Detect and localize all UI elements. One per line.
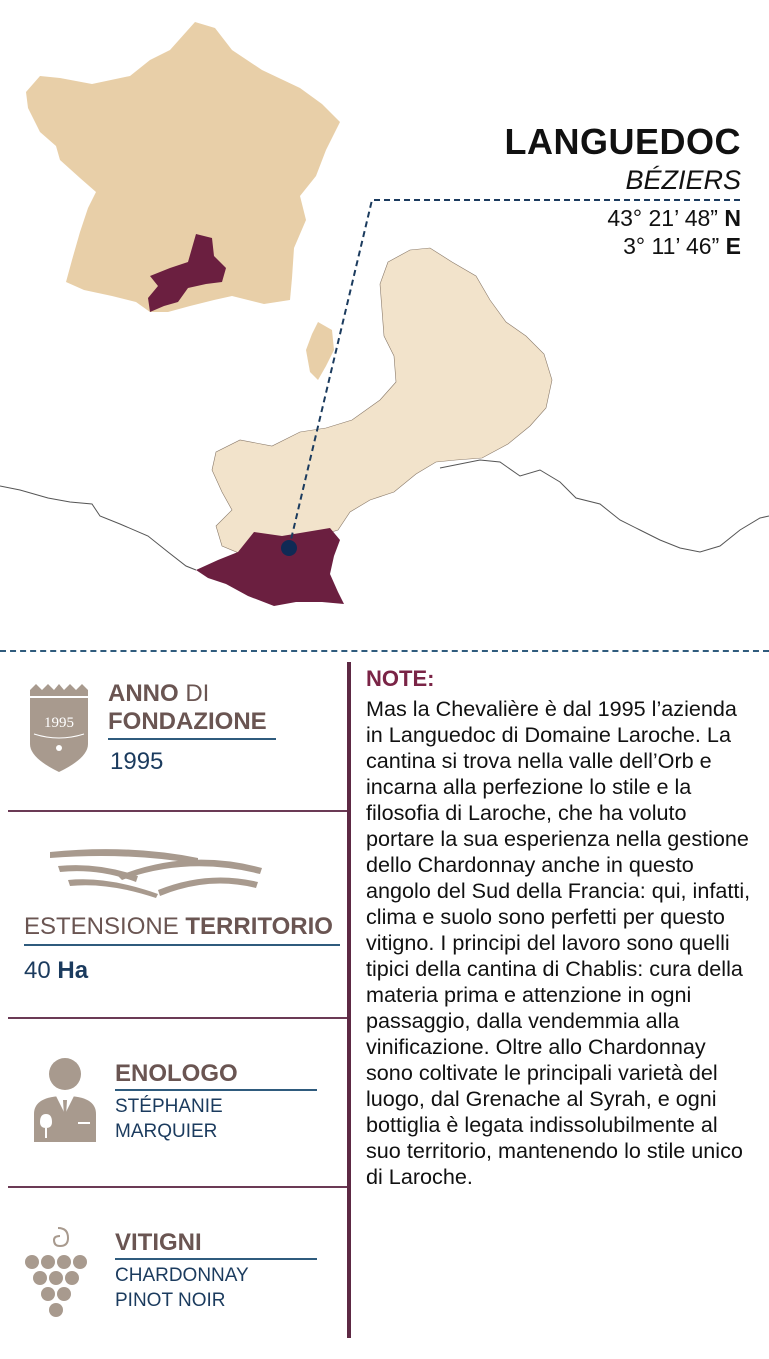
column-divider <box>347 662 351 1338</box>
section-divider <box>0 650 769 652</box>
city-name: BÉZIERS <box>625 165 741 195</box>
svg-text:1995: 1995 <box>44 715 74 731</box>
grape-item: CHARDONNAY <box>115 1265 249 1286</box>
grape-cluster-icon <box>22 1224 96 1328</box>
beziers-area <box>196 528 344 606</box>
grapes-list <box>115 1263 249 1313</box>
location-dot <box>281 540 297 556</box>
row-separator <box>8 810 347 812</box>
row-separator <box>8 1186 347 1188</box>
grape-item: PINOT NOIR <box>115 1290 226 1311</box>
oenologist-label: ENOLOGO <box>115 1060 238 1087</box>
oenologist-name: STÉPHANIE MARQUIER <box>115 1096 223 1142</box>
region-name: LANGUEDOC <box>504 121 741 162</box>
territory-label: ESTENSIONE TERRITORIO <box>24 913 333 940</box>
note-title: NOTE: <box>366 666 435 691</box>
latitude: 43° 21’ 48” N <box>607 205 741 231</box>
founding-underline <box>108 738 276 740</box>
crest-badge-icon <box>28 682 90 774</box>
oenologist-underline <box>115 1089 317 1091</box>
sommelier-icon <box>32 1056 98 1144</box>
grapes-underline <box>115 1258 317 1260</box>
map-illustration <box>0 0 769 650</box>
vineyard-hills-icon <box>48 846 268 906</box>
note-body: Mas la Chevalière è dal 1995 l’azienda in Languedoc di Domaine Laroche. La cantina si trova nella valle dell’Orb e incarna alla perfezione lo stile e la filosofia di Laroche, che ha voluto portare la sua esperienza nella gestione dello Chardonnay anche in questo angolo del Sud della Francia: qui, infatti, clima e suolo sono perfetti per questo vitigno. I principi del lavoro sono quelli tipici della cantina di Chablis: cura della materia prima e attenzione in ogni passaggio, dalla vendemmia alla vinificazione. Oltre allo Chardonnay sono coltivate le principali varietà del luogo, dal Grenache al Syrah, e ogni bottiglia è legata indissolubilmente al suo territorio, mantenendo lo stile unico di Laroche. <box>366 696 751 1189</box>
founding-label: ANNO DI FONDAZIONE <box>108 680 267 735</box>
coordinates <box>505 204 742 260</box>
row-separator <box>8 1017 347 1019</box>
grapes-label: VITIGNI <box>115 1229 202 1256</box>
territory-underline <box>24 944 340 946</box>
longitude: 3° 11’ 46” E <box>623 233 741 259</box>
region-label-block <box>505 120 742 260</box>
corsica-island <box>306 322 334 380</box>
territory-value: 40 Ha <box>24 957 89 984</box>
founding-value: 1995 <box>110 748 164 775</box>
